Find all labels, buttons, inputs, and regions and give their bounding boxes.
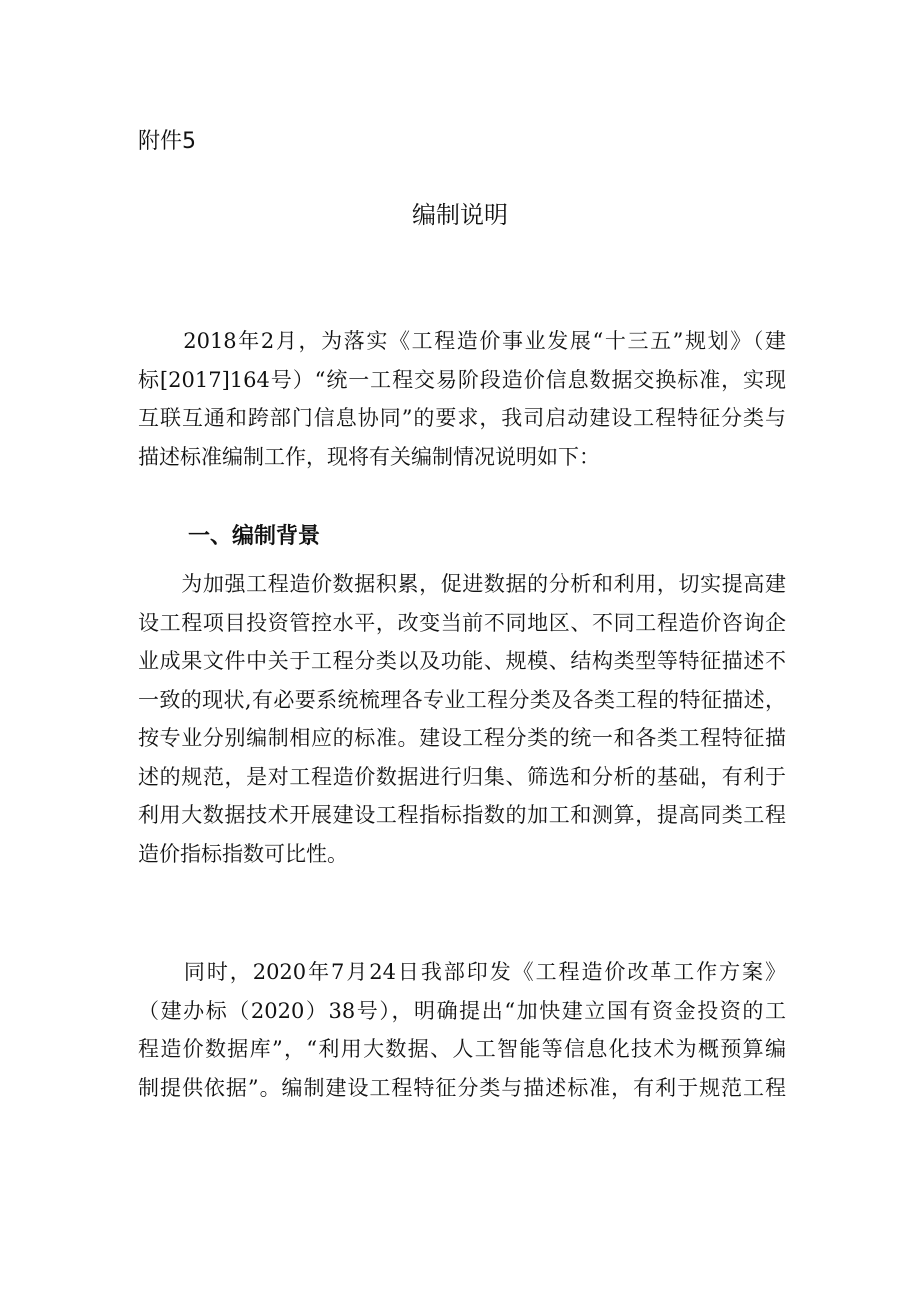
paragraph-line: 描述标准编制工作，现将有关编制情况说明如下： (138, 444, 600, 469)
paragraph-line: （建办标（2020）38号），明确提出“加快建立国有资金投资的工 (138, 998, 786, 1023)
paragraph-line: 程造价数据库”，“利用大数据、人工智能等信息化技术为概预算编 (138, 1037, 786, 1061)
paragraph-background (138, 565, 786, 873)
paragraph-line: 按专业分别编制相应的标准。建设工程分类的统一和各类工程特征描 (138, 726, 786, 750)
paragraph-line: 造价指标指数可比性。 (138, 841, 348, 866)
paragraph-line: 互联互通和跨部门信息协同”的要求，我司启动建设工程特征分类与 (138, 406, 786, 430)
paragraph-line: 2018年2月，为落实《工程造价事业发展“十三五”规划》（建 (138, 329, 786, 353)
section-heading: 一、编制背景 (188, 524, 321, 549)
document-title: 编制说明 (412, 201, 508, 229)
paragraph-line: 为加强工程造价数据积累，促进数据的分析和利用，切实提高建 (138, 572, 786, 596)
paragraph-line: 标[2017]164号）“统一工程交易阶段造价信息数据交换标准，实现 (138, 367, 786, 392)
paragraph-intro (138, 322, 786, 476)
paragraph-line: 同时，2020年7月24日我部印发《工程造价改革工作方案》 (138, 960, 786, 984)
paragraph-line: 业成果文件中关于工程分类以及功能、规模、结构类型等特征描述不 (138, 649, 786, 673)
attachment-label: 附件5 (138, 129, 196, 154)
paragraph-line: 制提供依据”。编制建设工程特征分类与描述标准，有利于规范工程 (138, 1075, 786, 1100)
paragraph-line: 利用大数据技术开展建设工程指标指数的加工和测算，提高同类工程 (138, 803, 786, 827)
paragraph-reform (138, 953, 786, 1107)
paragraph-line: 一致的现状,有必要系统梳理各专业工程分类及各类工程的特征描述， (138, 687, 786, 712)
paragraph-line: 述的规范，是对工程造价数据进行归集、筛选和分析的基础，有利于 (138, 764, 786, 789)
paragraph-line: 设工程项目投资管控水平，改变当前不同地区、不同工程造价咨询企 (138, 610, 786, 635)
